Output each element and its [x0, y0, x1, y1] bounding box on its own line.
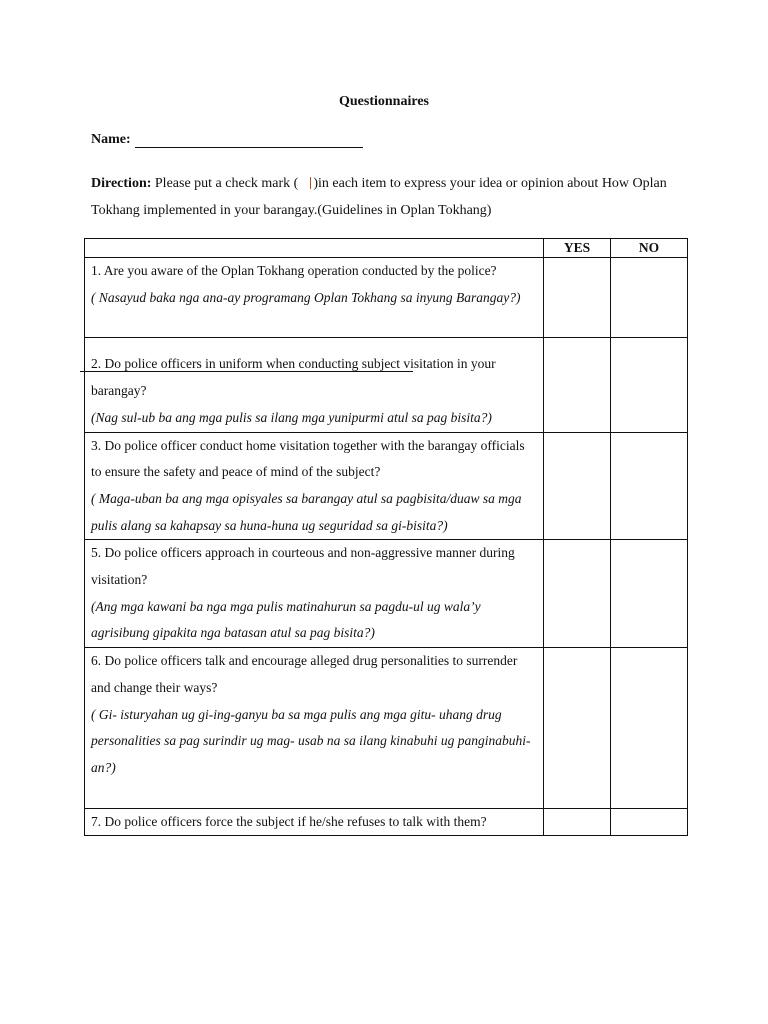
question-cell: [85, 338, 544, 432]
no-cell[interactable]: [611, 648, 688, 809]
yes-cell[interactable]: [544, 432, 611, 540]
yes-cell[interactable]: [544, 338, 611, 432]
question-english: 5. Do police officers approach in courteous and non-aggressive manner during visitation?: [91, 545, 515, 588]
table-row: [85, 540, 688, 648]
table-row: [85, 648, 688, 809]
name-field: [91, 132, 363, 148]
question-translation: (Ang mga kawani ba nga mga pulis matinahurun sa pagdu-ul ug wala’y agrisibung gipakita nga batasan atul sa pag bisita?): [91, 598, 481, 641]
no-cell[interactable]: [611, 258, 688, 338]
question-cell: [85, 258, 544, 338]
no-cell[interactable]: [611, 540, 688, 648]
question-english: 7. Do police officers force the subject if he/she refuses to talk with them?: [91, 813, 487, 829]
yes-cell[interactable]: [544, 808, 611, 836]
table-header-row: [85, 239, 688, 258]
question-cell: [85, 540, 544, 648]
question-cell: [85, 432, 544, 540]
questionnaire-table: [84, 238, 688, 836]
question-translation: (Nag sul-ub ba ang mga pulis sa ilang mga yunipurmi atul sa pag bisita?): [91, 409, 492, 425]
page-title: Questionnaires: [339, 94, 429, 109]
question-translation: ( Nasayud baka nga ana-ay programang Oplan Tokhang sa inyung Barangay?): [91, 289, 521, 305]
question-translation: ( Maga-uban ba ang mga opisyales sa barangay atul sa pagbisita/duaw sa mga pulis alang sa kahapsay sa huna-huna ug seguridad sa gi-bisita?): [91, 490, 522, 533]
question-translation: ( Gi- isturyahan ug gi-ing-ganyu ba sa mga pulis ang mga gitu- uhang drug personalities sa pag surindir ug mag- usab na sa ilang kinabuhi ug panginabuhi-an?): [91, 706, 531, 775]
question-english: 2. Do police officers in uniform when conducting subject visitation in your barangay?: [91, 356, 496, 399]
header-yes: YES: [544, 239, 611, 258]
direction-text-after: )in each item to express your idea or opinion about How Oplan Tokhang implemented in your barangay.(Guidelines in Oplan Tokhang): [91, 176, 667, 218]
direction-label: Direction:: [91, 176, 152, 191]
question-cell: [85, 808, 544, 836]
name-blank-line[interactable]: [135, 133, 363, 148]
check-mark-icon: [300, 177, 311, 189]
direction-paragraph: [91, 170, 681, 224]
name-label: Name:: [91, 132, 131, 147]
table-row: [85, 338, 688, 432]
yes-cell[interactable]: [544, 258, 611, 338]
no-cell[interactable]: [611, 432, 688, 540]
yes-cell[interactable]: [544, 648, 611, 809]
divider-line: [80, 371, 413, 372]
table-row: [85, 258, 688, 338]
no-cell[interactable]: [611, 808, 688, 836]
header-no: NO: [611, 239, 688, 258]
direction-text-before: Please put a check mark (: [154, 176, 299, 191]
table-row: [85, 808, 688, 836]
no-cell[interactable]: [611, 338, 688, 432]
yes-cell[interactable]: [544, 540, 611, 648]
question-cell: [85, 648, 544, 809]
question-english: 3. Do police officer conduct home visitation together with the barangay officials to ensure the safety and peace of mind of the subject?: [91, 437, 525, 480]
question-english: 6. Do police officers talk and encourage alleged drug personalities to surrender and change their ways?: [91, 653, 518, 695]
header-question: [85, 239, 544, 258]
table-row: [85, 432, 688, 540]
question-english: 1. Are you aware of the Oplan Tokhang operation conducted by the police?: [91, 263, 497, 278]
